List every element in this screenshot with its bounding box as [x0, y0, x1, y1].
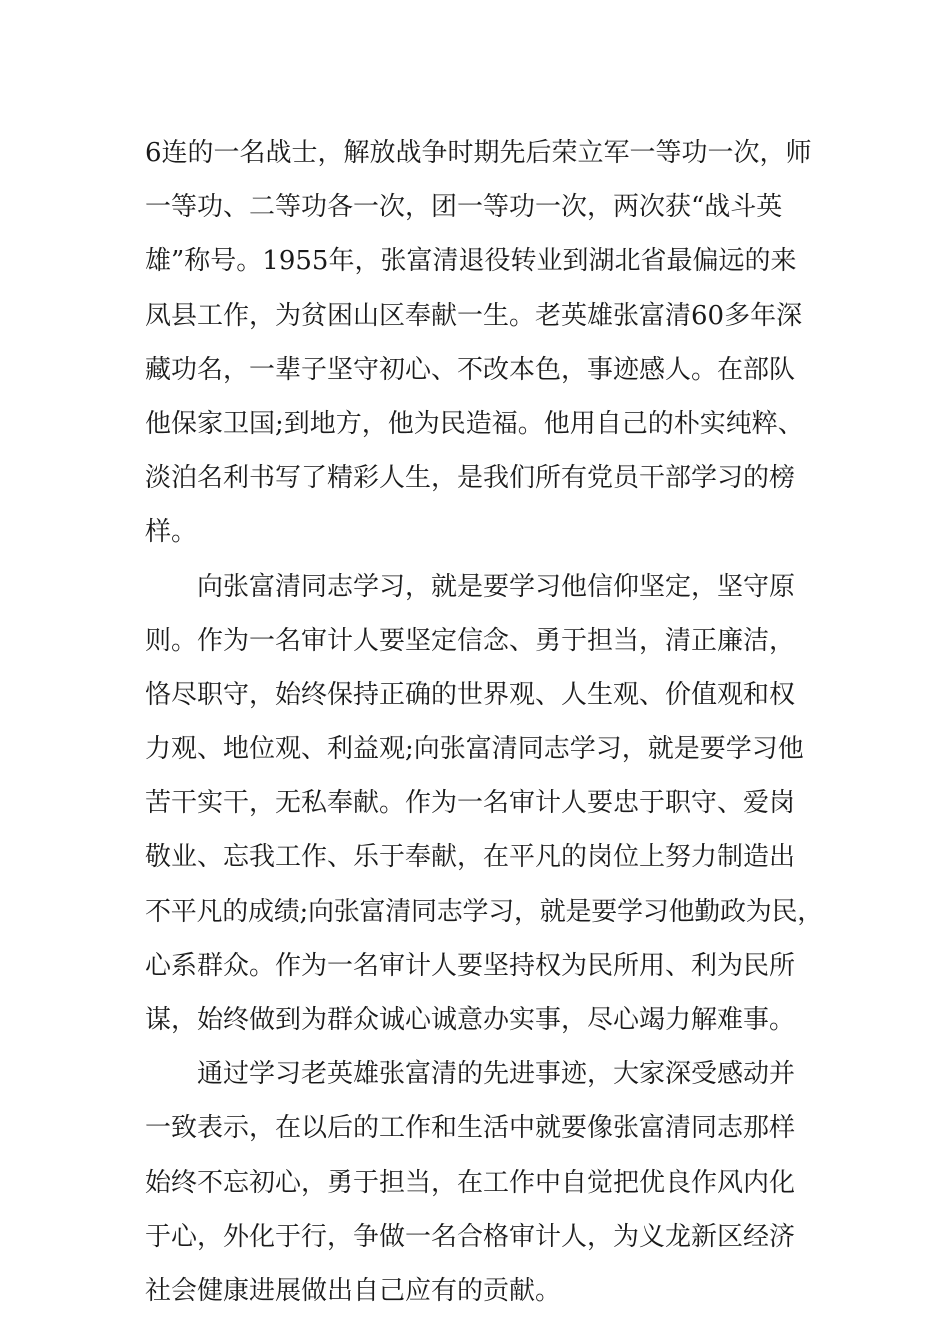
text-line: 样。: [145, 517, 198, 548]
text-line: 雄”称号。1955年，张富清退役转业到湖北省最偏远的来: [145, 246, 797, 277]
text-line: 谋，始终做到为群众诚心诚意办实事，尽心竭力解难事。: [145, 1005, 796, 1035]
document-body: [145, 126, 825, 1318]
text-line: 他保家卫国;到地方，他为民造福。他用自己的朴实纯粹、: [145, 408, 804, 439]
text-line: 始终不忘初心，勇于担当，在工作中自觉把优良作风内化: [145, 1167, 796, 1198]
text-line: 凤县工作，为贫困山区奉献一生。老英雄张富清60多年深: [145, 300, 803, 331]
text-line: 不平凡的成绩;向张富清同志学习，就是要学习他勤政为民，: [145, 896, 824, 927]
text-line: 淡泊名利书写了精彩人生，是我们所有党员干部学习的榜: [145, 463, 796, 494]
text-line: 敬业、忘我工作、乐于奉献，在平凡的岗位上努力制造出: [145, 842, 796, 873]
text-line: 向张富清同志学习，就是要学习他信仰坚定，坚守原: [197, 571, 796, 602]
text-line: 6连的一名战士，解放战争时期先后荣立军一等功一次，师: [145, 138, 812, 168]
paragraph-hero-biography: [145, 126, 825, 560]
text-line: 一等功、二等功各一次，团一等功一次，两次获“战斗英: [145, 192, 783, 223]
text-line: 于心，外化于行，争做一名合格审计人，为义龙新区经济: [145, 1221, 796, 1252]
text-line: 力观、地位观、利益观;向张富清同志学习，就是要学习他: [145, 734, 804, 765]
text-line: 一致表示，在以后的工作和生活中就要像张富清同志那样: [145, 1113, 796, 1144]
paragraph-conclusion: [145, 1047, 825, 1318]
text-line: 则。作为一名审计人要坚定信念、勇于担当，清正廉洁，: [145, 625, 796, 656]
text-line: 藏功名，一辈子坚守初心、不改本色，事迹感人。在部队: [145, 354, 796, 385]
text-line: 恪尽职守，始终保持正确的世界观、人生观、价值观和权: [145, 679, 796, 710]
text-line: 社会健康进展做出自己应有的贡献。: [145, 1275, 562, 1306]
text-line: 心系群众。作为一名审计人要坚持权为民所用、利为民所: [145, 950, 796, 981]
paragraph-learning-points: [145, 560, 825, 1048]
text-line: 通过学习老英雄张富清的先进事迹，大家深受感动并: [197, 1059, 796, 1090]
text-line: 苦干实干，无私奉献。作为一名审计人要忠于职守、爱岗: [145, 788, 796, 819]
